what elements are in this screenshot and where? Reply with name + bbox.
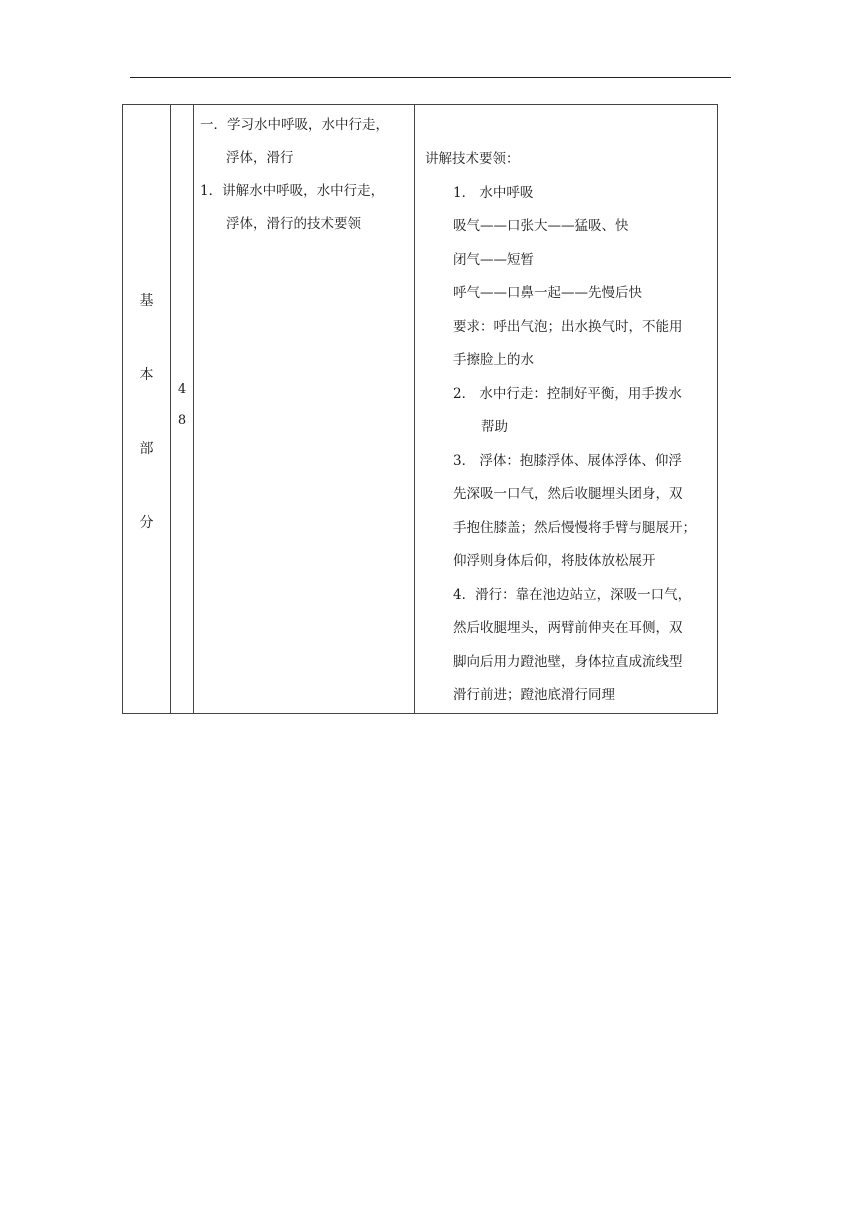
content-line: 1．讲解水中呼吸，水中行走， bbox=[200, 183, 385, 199]
content-cell bbox=[194, 105, 415, 714]
content-line: 浮体，滑行的技术要领 bbox=[226, 216, 361, 232]
lesson-plan-table bbox=[122, 104, 718, 714]
section-label: 基本部分 bbox=[139, 292, 154, 531]
time-cell bbox=[171, 105, 194, 714]
method-line: 要求：呼出气泡；出水换气时，不能用 bbox=[453, 318, 683, 335]
method-line: 仰浮则身体后仰，将肢体放松展开 bbox=[453, 553, 656, 569]
method-line: 3． 浮体：抱膝浮体、展体浮体、仰浮 bbox=[453, 452, 682, 469]
method-line: 滑行前进；蹬池底滑行同理 bbox=[453, 687, 615, 703]
method-line: 手擦脸上的水 bbox=[453, 352, 534, 368]
time-value: 48 bbox=[177, 381, 187, 428]
method-line: 4．滑行：靠在池边站立，深吸一口气， bbox=[453, 586, 692, 603]
method-line: 脚向后用力蹬池壁，身体拉直成流线型 bbox=[453, 653, 683, 670]
method-line: 讲解技术要领： bbox=[425, 151, 520, 167]
content-line: 一．学习水中呼吸，水中行走， bbox=[200, 117, 389, 133]
section-cell bbox=[123, 105, 171, 714]
method-line: 呼气——口鼻一起——先慢后快 bbox=[453, 285, 642, 301]
method-line: 手抱住膝盖；然后慢慢将手臂与腿展开； bbox=[453, 519, 696, 536]
method-line: 闭气——短暂 bbox=[453, 251, 534, 268]
method-line: 1． 水中呼吸 bbox=[453, 184, 534, 201]
table-row bbox=[123, 105, 718, 714]
content-line: 浮体，滑行 bbox=[226, 150, 294, 166]
method-line: 先深吸一口气，然后收腿埋头团身，双 bbox=[453, 486, 683, 502]
header-rule bbox=[130, 77, 731, 78]
method-line: 帮助 bbox=[481, 419, 508, 435]
method-line: 吸气——口张大——猛吸、快 bbox=[453, 218, 629, 234]
method-cell bbox=[415, 105, 718, 714]
method-line: 然后收腿埋头，两臂前伸夹在耳侧，双 bbox=[453, 620, 683, 636]
method-line: 2． 水中行走：控制好平衡，用手拨水 bbox=[453, 385, 682, 402]
